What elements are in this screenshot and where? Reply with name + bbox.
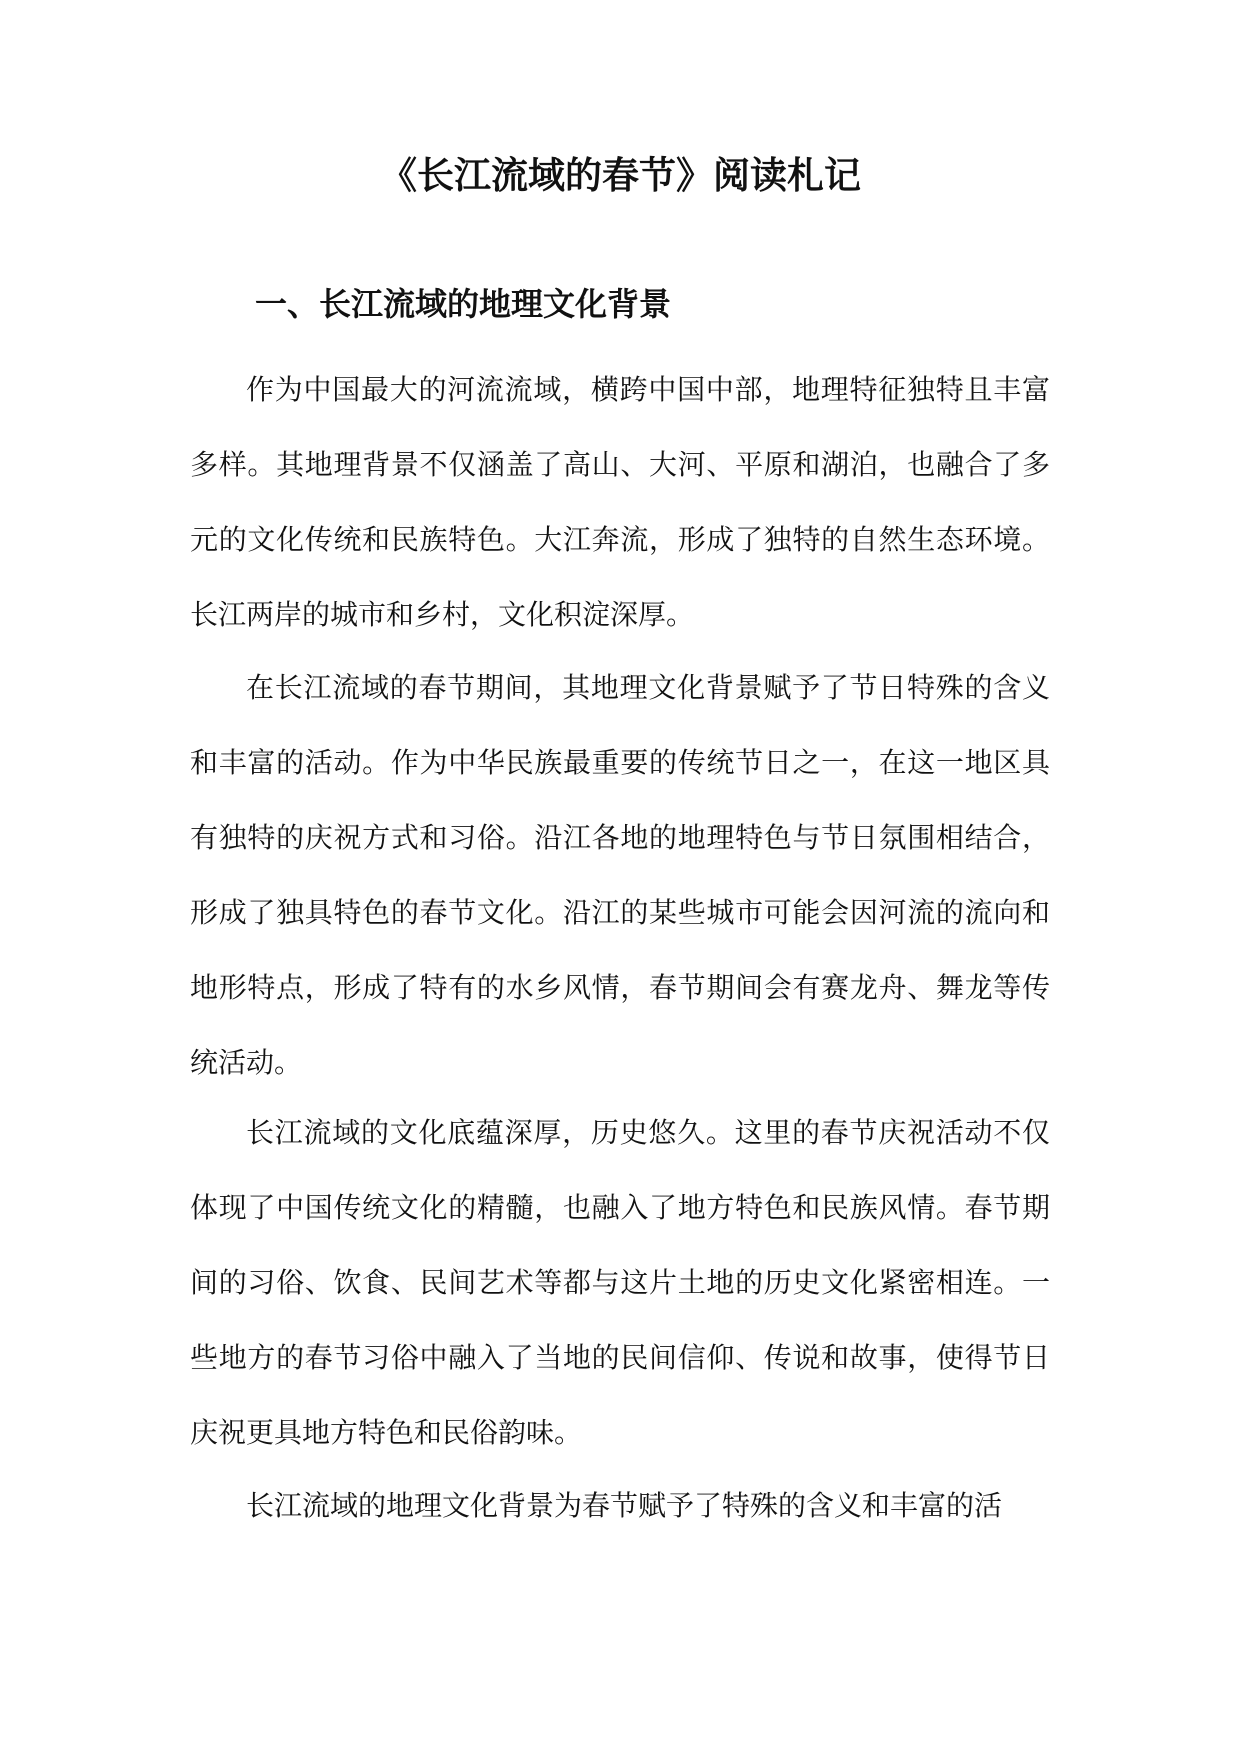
body-paragraph: 在长江流域的春节期间，其地理文化背景赋予了节日特殊的含义和丰富的活动。作为中华民族最重要的传统节日之一，在这一地区具有独特的庆祝方式和习俗。沿江各地的地理特色与节日氛围相结合，形成了独具特色的春节文化。沿江的某些城市可能会因河流的流向和地形特点，形成了特有的水乡风情，春节期间会有赛龙舟、舞龙等传统活动。 xyxy=(190,671,1050,1079)
section-heading: 一、长江流域的地理文化背景 xyxy=(255,285,672,323)
body-paragraph: 长江流域的地理文化背景为春节赋予了特殊的含义和丰富的活 xyxy=(246,1489,1003,1522)
body-paragraph: 作为中国最大的河流流域，横跨中国中部，地理特征独特且丰富多样。其地理背景不仅涵盖了高山、大河、平原和湖泊，也融合了多元的文化传统和民族特色。大江奔流，形成了独特的自然生态环境。长江两岸的城市和乡村，文化积淀深厚。 xyxy=(190,373,1050,631)
document-title: 《长江流域的春节》阅读札记 xyxy=(380,153,861,197)
body-paragraph: 长江流域的文化底蕴深厚，历史悠久。这里的春节庆祝活动不仅体现了中国传统文化的精髓，也融入了地方特色和民族风情。春节期间的习俗、饮食、民间艺术等都与这片土地的历史文化紧密相连。一些地方的春节习俗中融入了当地的民间信仰、传说和故事，使得节日庆祝更具地方特色和民俗韵味。 xyxy=(190,1116,1050,1449)
